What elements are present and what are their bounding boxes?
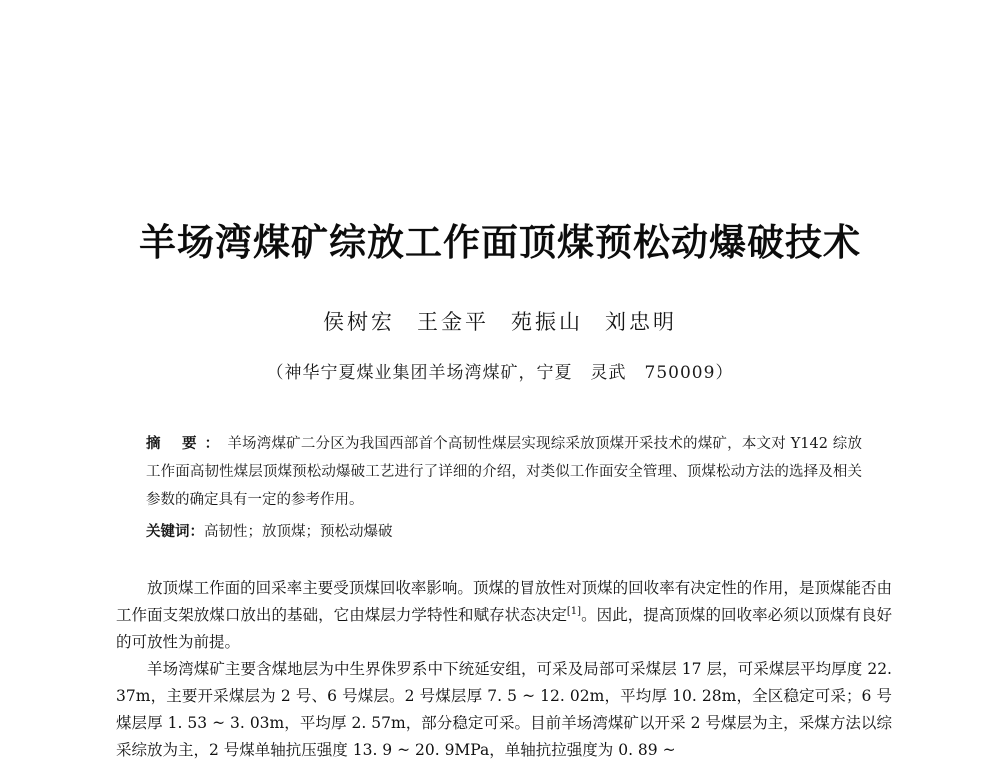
author-name: 刘忠明 (605, 310, 677, 334)
paragraph-text: 放顶煤工作面的回采率主要受顶煤回收率影响。顶煤的冒放性对顶煤的回收率有决定性的作用，是顶煤能否由工作面支架放煤口放出的基础，它由煤层力学特性和赋存状态决定 (116, 579, 892, 624)
paper-title: 羊场湾煤矿综放工作面顶煤预松动爆破技术 (139, 221, 861, 264)
author-list (0, 306, 1000, 336)
abstract-text: 羊场湾煤矿二分区为我国西部首个高韧性煤层实现综采放顶煤开采技术的煤矿，本文对 Y142 综放工作面高韧性煤层顶煤预松动爆破工艺进行了详细的介绍，对类似工作面安全管理、顶煤松动方法的选择及相关参数的确定具有一定的参考作用。 (146, 436, 862, 508)
body-text (116, 575, 892, 764)
abstract-label: 摘 要： (146, 436, 228, 452)
keywords-text: 高韧性；放顶煤；预松动爆破 (204, 524, 393, 540)
citation-ref: [1] (566, 605, 582, 617)
author-name: 侯树宏 (323, 310, 395, 334)
author-name: 王金平 (417, 310, 489, 334)
paragraph-text: 。因此，提高顶煤的回收率必须以顶煤有良好的可放性为前提。 (116, 606, 892, 651)
affiliation: （神华宁夏煤业集团羊场湾煤矿，宁夏 灵武 750009） (266, 363, 734, 383)
abstract (146, 430, 862, 514)
keywords-label: 关键词： (146, 524, 204, 540)
keywords (146, 518, 862, 546)
author-name: 苑振山 (511, 310, 583, 334)
paragraph: 羊场湾煤矿主要含煤地层为中生界侏罗系中下统延安组，可采及局部可采煤层 17 层，可采煤层平均厚度 22. 37m，主要开采煤层为 2 号、6 号煤层。2 号煤层厚 7. 5 ~ 12. 02m，平均厚 10. 28m，全区稳定可采；6 号煤层厚 1. 53 ~ 3. 03m，平均厚 2. 57m，部分稳定可采。目前羊场湾煤矿以开采 2 号煤层为主，采煤方法以综采综放为主，2 号煤单轴抗压强度 13. 9 ~ 20. 9MPa，单轴抗拉强度为 0. 89 ~ (116, 660, 892, 759)
paragraph (116, 575, 892, 656)
